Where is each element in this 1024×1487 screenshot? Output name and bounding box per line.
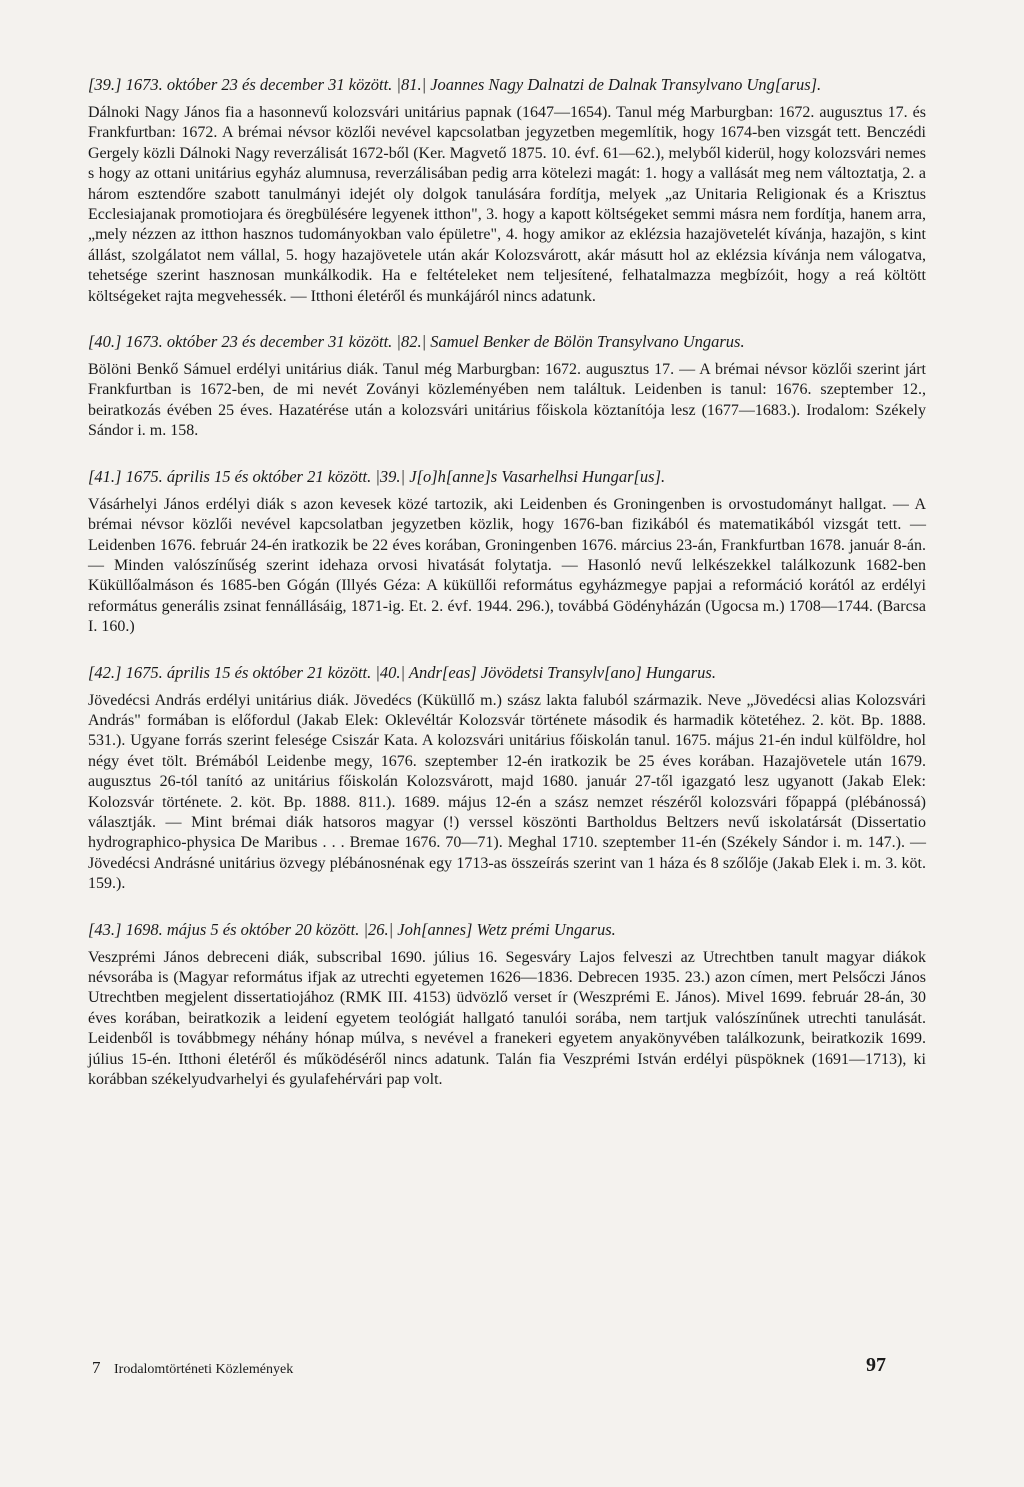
entry-42 (88, 662, 926, 895)
entry-heading: [43.] 1698. május 5 és október 20 között. |26.| Joh[annes] Wetz prémi Ungarus. (88, 919, 616, 939)
entry-heading: [41.] 1675. április 15 és október 21 között. |39.| J[o]h[anne]s Vasarhelhsi Hungar[us]. (88, 466, 666, 486)
entry-41 (88, 466, 926, 638)
journal-title: Irodalomtörténeti Közlemények (114, 1362, 294, 1377)
page-footer (92, 1354, 892, 1378)
entry-text: Dálnoki Nagy János fia a hasonnevű kolozsvári unitárius papnak (1647—1654). Tanul még Marburgban: 1672. augusztus 17. és Frankfurtban: 1672. A brémai névsor közlői nevével kapcsolatban jegyzetben megemlítik, hogy 1674-ben vizsgát tett. Benczédi Gergely közli Dálnoki Nagy reverzálisát 1672-ből (Ker. Magvető 1875. 10. évf. 61—62.), melyből kiderül, hogy kolozsvári nemes s hogy az ottani unitárius egyház alumnusa, reverzálisában pedig arra kötelezi magát: 1. hogy a vallását meg nem változtatja, 2. a három esztendőre szabott tanulmányi idejét oly dolgok tanulására fordítja, melyek „az Unitaria Religionak és a Krisztus Ecclesiajanak promotiojara és öregbülésére legyenek itthon", 3. hogy a kapott költségeket semmi másra nem fordítja, hanem arra, „mely nézzen az itthon hasznos tudományokban valo épületre", 4. hogy amikor az eklézsia hazajövetelét kívánja, hazajön, s kint állást, szolgálatot nem vállal, 5. hogy hazajövetele után akár Kolozsvárott, akár másutt hol az eklézsia kívánja nem válogatva, tehetsége szerint hasznosan munkálkodik. Ha e feltételeket nem teljesítené, felhatalmazza megbízóit, hogy a reá költött költségeket rajta megvehessék. — Itthoni életéről és munkájáról nincs adatunk. (88, 104, 926, 305)
page-number: 97 (866, 1354, 886, 1376)
entry-43 (88, 919, 926, 1091)
entry-heading: [39.] 1673. október 23 és december 31 között. |81.| Joannes Nagy Dalnatzi de Dalnak Transylvano Ung[arus]. (88, 75, 822, 94)
entry-40 (88, 331, 926, 442)
document-page (88, 74, 926, 1114)
entry-39 (88, 74, 926, 307)
entry-heading: [40.] 1673. október 23 és december 31 között. |82.| Samuel Benker de Bölön Transylvano Ungarus. (88, 332, 745, 352)
signature-mark: 7 (92, 1358, 101, 1377)
entry-text: Jövedécsi András erdélyi unitárius diák. Jövedécs (Küküllő m.) szász lakta faluból származik. Neve „Jövedécsi alias Kolozsvári András" formában is előfordul (Jakab Elek: Oklevéltár Kolozsvár története második és harmadik kötetéhez. 2. köt. Bp. 1888. 531.). Ugyane forrás szerint felesége Csiszár Kata. A kolozsvári unitárius főiskolán tanul. 1675. május 21-én indul külföldre, hol négy évet tölt. Brémából Leidenbe megy, 1676. szeptember 12-én iratkozik be 25 éves korában. Hazajövetele után 1679. augusztus 26-tól tanító az unitárius főiskolán Kolozsvárott, majd 1680. január 27-től igazgató lesz ugyanott (Jakab Elek: Kolozsvár története. 2. köt. Bp. 1888. 811.). 1689. május 12-én a szász nemzet részéről kolozsvári főpappá (plébánossá) választják. — Mint brémai diák hatsoros magyar (!) verssel köszönti Bartholdus Beltzers nevű iskolatársát (Dissertatio hydrographico-physica De Maribus . . . Bremae 1676. 70—71). Meghal 1710. szeptember 11-én (Székely Sándor i. m. 147.). — Jövedécsi Andrásné unitárius özvegy plébánosnénak egy 1713-as összeírás szerint van 1 háza és 8 szőlője (Jakab Elek i. m. 3. köt. 159.). (88, 691, 926, 893)
entry-text: Veszprémi János debreceni diák, subscribal 1690. július 16. Segesváry Lajos felveszi az Utrechtben tanult magyar diákok névsorába is (Magyar református ifjak az utrechti egyetemen 1626—1836. Debrecen 1935. 23.) azon címen, mert Pelsőczi János Utrechtben megjelent dissertatiojához (RMK III. 4153) üdvözlő verset ír (Weszprémi E. János). Mivel 1699. február 28-án, 30 éves korában, beiratkozik a leidení egyetem teológiát hallgató tanulói sorába, nem tartjuk valószínűnek utrechti tanulását. Leidenből is továbbmegy néhány hónap múlva, s nevével a franekeri egyetem anyakönyvében találkozunk, beiratkozik 1699. július 15-én. Itthoni életéről és működéséről nincs adatunk. Talán fia Veszprémi István erdélyi püspöknek (1691—1713), ki korábban székelyudvarhelyi és gyulafehérvári pap volt. (88, 948, 926, 1089)
entry-heading: [42.] 1675. április 15 és október 21 között. |40.| Andr[eas] Jövödetsi Transylv[ano] Hungarus. (88, 662, 716, 682)
entry-text: Bölöni Benkő Sámuel erdélyi unitárius diák. Tanul még Marburgban: 1672. augusztus 17. — A brémai névsor közlői szerint járt Frankfurtban is 1672-ben, de mi nevét Zoványi közleményében nem találtuk. Leidenben is tanul: 1676. szeptember 12., beiratkozás évében 25 éves. Hazatérése után a kolozsvári unitárius főiskola köztanítója lesz (1677—1683.). Irodalom: Székely Sándor i. m. 158. (88, 361, 926, 440)
entry-text: Vásárhelyi János erdélyi diák s azon kevesek közé tartozik, aki Leidenben és Groningenben is orvostudományt hallgat. — A brémai névsor közlői nevével kapcsolatban jegyzetben közlik, hogy 1676-ban fizikából és matematikából vizsgát tett. — Leidenben 1676. február 24-én iratkozik be 22 éves korában, Groningenben 1676. március 23-án, Frankfurtban 1678. január 8-án. — Minden valószínűség szerint idehaza orvosi hivatását folytatja. — Hasonló nevű lelkészekkel találkozunk 1682-ben Küküllőalmáson és 1685-ben Gógán (Illyés Géza: A küküllői református egyházmegye papjai a reformáció korától az erdélyi református generális zsinat fennállásáig, 1871-ig. Et. 2. évf. 1944. 296.), továbbá Gödényházán (Ugocsa m.) 1708—1744. (Barcsa I. 160.) (88, 495, 926, 636)
